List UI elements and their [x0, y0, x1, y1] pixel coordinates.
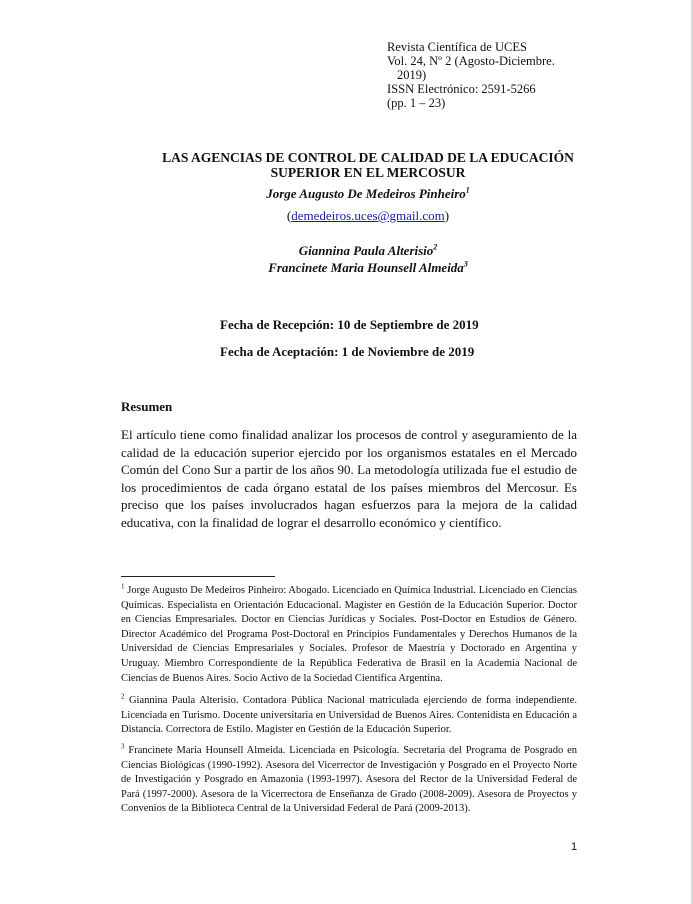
author-2-name: Giannina Paula Alterisio	[298, 243, 434, 258]
author-3	[60, 260, 676, 276]
date-accepted: Fecha de Aceptación: 1 de Noviembre de 2019	[220, 344, 475, 359]
footnote-1-text: Jorge Augusto De Medeiros Pinheiro: Abogado. Licenciado en Química Industrial. Licenciado en Ciencias Químicas. Especialista en Orientación Educacional. Magister en Gestión de la Educación Superior. Doctor en Ciencias Empresariales. Doctor en Ciencias Jurídicas y Sociales. Post-Doctor en Estudios de Género. Director Académico del Programa Post-Doctoral en Principios Fundamentales y Derechos Humanos de la Universidad de Ciencias Empresariales y Sociales. Profesor de Maestría y Doctorado en Argentina y Uruguay. Miembro Correspondiente de la República Federativa de Brasil en la Academia Nacional de Ciencias de Buenos Aires. Socio Activo de la Sociedad Científica Argentina.	[121, 585, 577, 684]
journal-volume: Vol. 24, Nº 2 (Agosto-Diciembre.	[387, 54, 555, 68]
author-2	[60, 243, 676, 259]
article-title-line-1: LAS AGENCIAS DE CONTROL DE CALIDAD DE LA EDUCACIÓN	[162, 150, 574, 165]
abstract-heading: Resumen	[121, 399, 173, 414]
author-1	[60, 186, 676, 202]
footnote-3-text: Francinete Maria Hounsell Almeida. Licenciada en Psicología. Secretaria del Programa de Posgrado en Ciencias Biológicas (1990-1992). Asesora del Vicerrector de Investigación y Posgrado en el Proyecto Norte de Investigación y Posgrado en Amazonia (1993-1997). Asesora del Rector de la Universidad Federal de Pará (1997-2000). Asesora de la Vicerrectora de Enseñanza de Grado (2008-2009). Asesora de Proyectos y Convenios de la Biblioteca Central de la Universidad Federal de Pará (2009-2013).	[121, 745, 577, 815]
author-1-name: Jorge Augusto De Medeiros Pinheiro	[266, 186, 466, 201]
footnote-2-text: Giannina Paula Alterisio. Contadora Pública Nacional matriculada ejerciendo de forma independiente. Licenciada en Turismo. Docente universitaria en Universidad de Buenos Aires. Contenidista en Educación a Distancia. Correctora de Estilo. Magister en Gestión de la Educación Superior.	[121, 695, 577, 736]
journal-issn: ISSN Electrónico: 2591-5266	[387, 82, 536, 96]
footnote-1-mark: 1	[121, 582, 125, 591]
footnote-separator	[121, 576, 275, 577]
footnote-2-mark: 2	[121, 692, 125, 701]
journal-name: Revista Científica de UCES	[387, 40, 527, 54]
article-title	[60, 150, 676, 180]
footnote-3	[121, 744, 577, 817]
email-close-paren: )	[444, 208, 450, 223]
journal-header	[387, 40, 587, 110]
date-received: Fecha de Recepción: 10 de Septiembre de 2019	[220, 317, 479, 332]
author-1-footnote-mark[interactable]: 1	[465, 185, 470, 195]
journal-pages: (pp. 1 – 23)	[387, 96, 446, 110]
article-title-line-2: SUPERIOR EN EL MERCOSUR	[270, 165, 466, 180]
author-3-name: Francinete Maria Hounsell Almeida	[268, 260, 464, 275]
page-number: 1	[571, 841, 578, 853]
author-3-footnote-mark[interactable]: 3	[463, 259, 468, 269]
footnote-1	[121, 584, 577, 686]
email-open-paren: (	[286, 208, 292, 223]
journal-volume-year: 2019)	[397, 68, 427, 82]
abstract-text: El artículo tiene como finalidad analizar los procesos de control y aseguramiento de la calidad de la educación superior ejercido por los organismos estatales en el Mercado Común del Cono Sur a partir de los años 90. La metodología utilizada fue el estudio de los procedimientos de cada órgano estatal de los países miembros del Mercosur. Es preciso que los países involucrados hagan esfuerzos para la mejora de la calidad educativa, con la finalidad de lograr el desarrollo económico y científico.	[121, 427, 577, 530]
footnote-3-mark: 3	[121, 742, 125, 751]
footnote-2	[121, 694, 577, 738]
email-link[interactable]: demedeiros.uces@gmail.com	[291, 208, 445, 223]
author-email	[60, 208, 676, 224]
author-2-footnote-mark[interactable]: 2	[433, 242, 438, 252]
